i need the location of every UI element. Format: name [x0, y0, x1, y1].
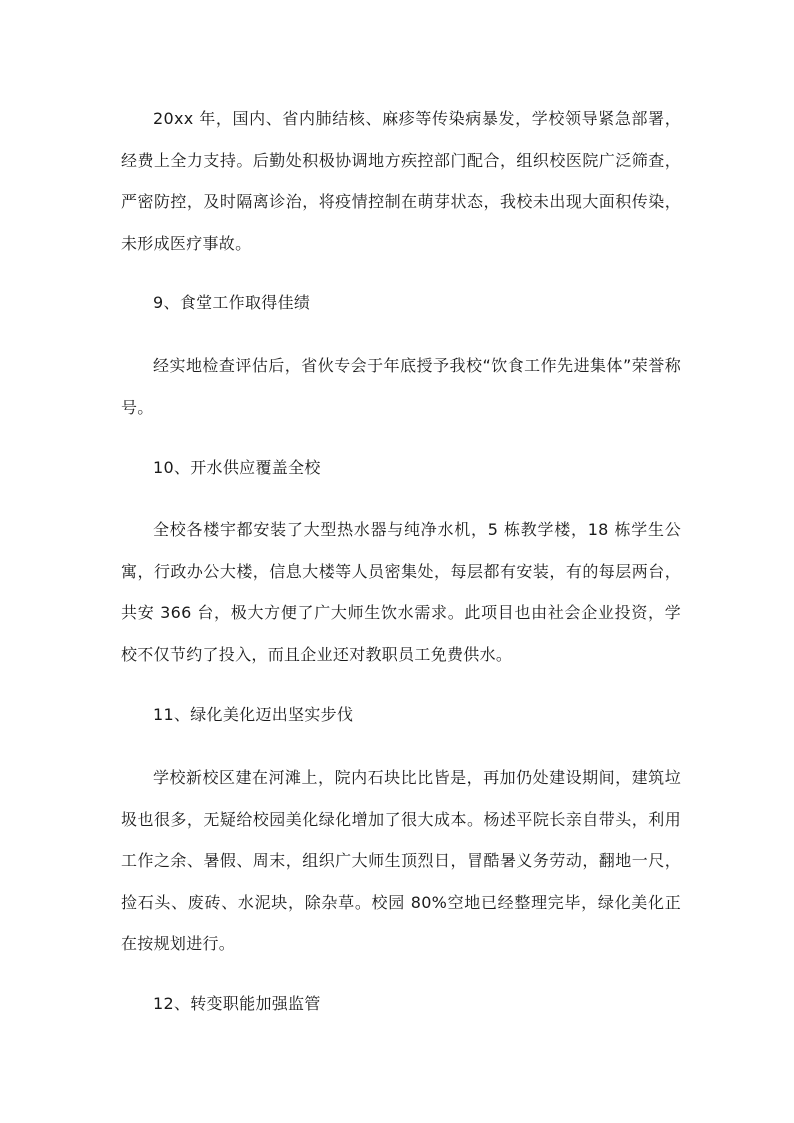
paragraph-water-supply: 全校各楼宇都安装了大型热水器与纯净水机，5 栋教学楼，18 栋学生公寓，行政办公大楼，信息大楼等人员密集处，每层都有安装，有的每层两台，共安 366 台，极大方便了广大师生饮水需求。此项目也由社会企业投资，学校不仅节约了投入，而且企业还对教职员工免费供水。: [121, 520, 681, 664]
paragraph-canteen: 经实地检查评估后，省伙专会于年底授予我校“饮食工作先进集体”荣誉称号。: [121, 356, 681, 417]
paragraph-epidemic-control: 20xx 年，国内、省内肺结核、麻疹等传染病暴发，学校领导紧急部署，经费上全力支持。后勤处积极协调地方疾控部门配合，组织校医院广泛筛查，严密防控，及时隔离诊治，将疫情控制在萌芽状态，我校未出现大面积传染，未形成医疗事故。: [121, 109, 681, 253]
section-heading-12: 12、转变职能加强监管: [153, 994, 321, 1013]
section-heading-11: 11、绿化美化迈出坚实步伐: [153, 705, 354, 724]
section-heading-9: 9、食堂工作取得佳绩: [153, 293, 311, 312]
section-heading-10: 10、开水供应覆盖全校: [153, 458, 321, 477]
paragraph-greening: 学校新校区建在河滩上，院内石块比比皆是，再加仍处建设期间，建筑垃圾也很多，无疑给校园美化绿化增加了很大成本。杨述平院长亲自带头，利用工作之余、暑假、周末，组织广大师生顶烈日，冒酷暑义务劳动，翻地一尺，捡石头、废砖、水泥块，除杂草。校园 80%空地已经整理完毕，绿化美化正在按规划进行。: [121, 768, 681, 953]
